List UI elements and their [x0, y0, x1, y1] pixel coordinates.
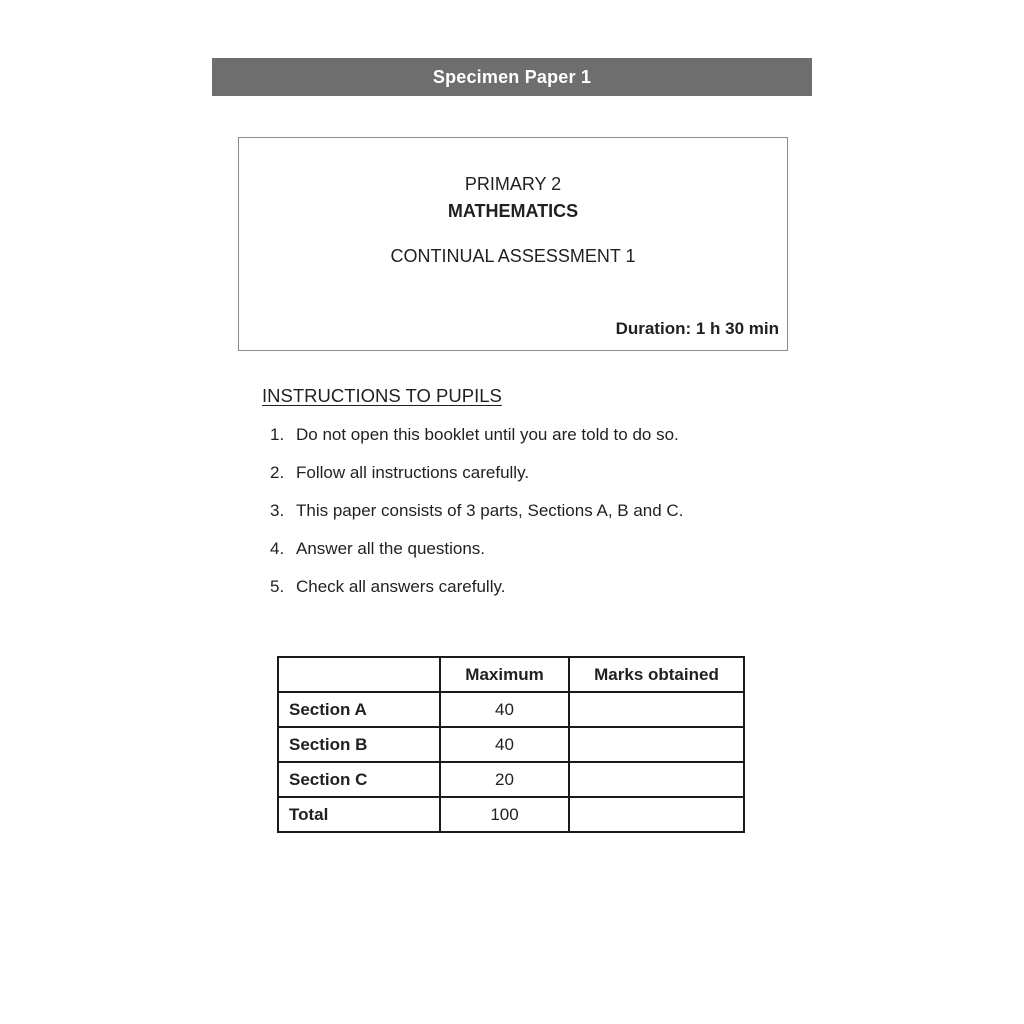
table-header-row: [278, 657, 744, 692]
primary-level-text: PRIMARY 2: [464, 174, 562, 194]
instruction-text: Answer all the questions.: [296, 539, 485, 558]
table-header-marks-obtained: Marks obtained: [569, 657, 744, 692]
instruction-item: [270, 424, 790, 446]
maximum-cell: 40: [440, 727, 569, 762]
instruction-number: 5.: [270, 577, 285, 596]
maximum-cell: 40: [440, 692, 569, 727]
table-header-maximum: Maximum: [440, 657, 569, 692]
instruction-item: [270, 576, 790, 598]
instruction-text: Follow all instructions carefully.: [296, 463, 530, 482]
subject-text: MATHEMATICS: [447, 201, 579, 221]
table-header-blank: [278, 657, 440, 692]
instruction-number: 1.: [270, 425, 285, 444]
section-label-cell: Section C: [278, 762, 440, 797]
instruction-number: 3.: [270, 501, 285, 520]
instruction-text: Check all answers carefully.: [296, 577, 506, 596]
marks-obtained-cell: [569, 692, 744, 727]
table-row: [278, 727, 744, 762]
table-row: [278, 762, 744, 797]
assessment-title-text: CONTINUAL ASSESSMENT 1: [390, 246, 636, 266]
instructions-heading: INSTRUCTIONS TO PUPILS: [262, 385, 502, 406]
maximum-cell: 20: [440, 762, 569, 797]
exam-title-box: [238, 137, 788, 351]
exam-title-block: [239, 138, 787, 270]
marks-obtained-cell: [569, 762, 744, 797]
instruction-text: This paper consists of 3 parts, Sections A, B and C.: [296, 501, 684, 520]
specimen-paper-banner: [212, 58, 812, 96]
instruction-item: [270, 538, 790, 560]
table-row: [278, 797, 744, 832]
section-label-cell: Section B: [278, 727, 440, 762]
section-label-cell: Section A: [278, 692, 440, 727]
banner-title: Specimen Paper 1: [432, 66, 592, 87]
instruction-number: 4.: [270, 539, 285, 558]
section-label-cell: Total: [278, 797, 440, 832]
marks-obtained-cell: [569, 797, 744, 832]
maximum-cell: 100: [440, 797, 569, 832]
instruction-item: [270, 462, 790, 484]
marks-obtained-cell: [569, 727, 744, 762]
table-row: [278, 692, 744, 727]
instruction-text: Do not open this booklet until you are told to do so.: [296, 425, 679, 444]
instruction-number: 2.: [270, 463, 285, 482]
marks-table: [277, 656, 745, 833]
instructions-list: [270, 424, 790, 614]
duration-text: Duration: 1 h 30 min: [615, 319, 779, 338]
instruction-item: [270, 500, 790, 522]
